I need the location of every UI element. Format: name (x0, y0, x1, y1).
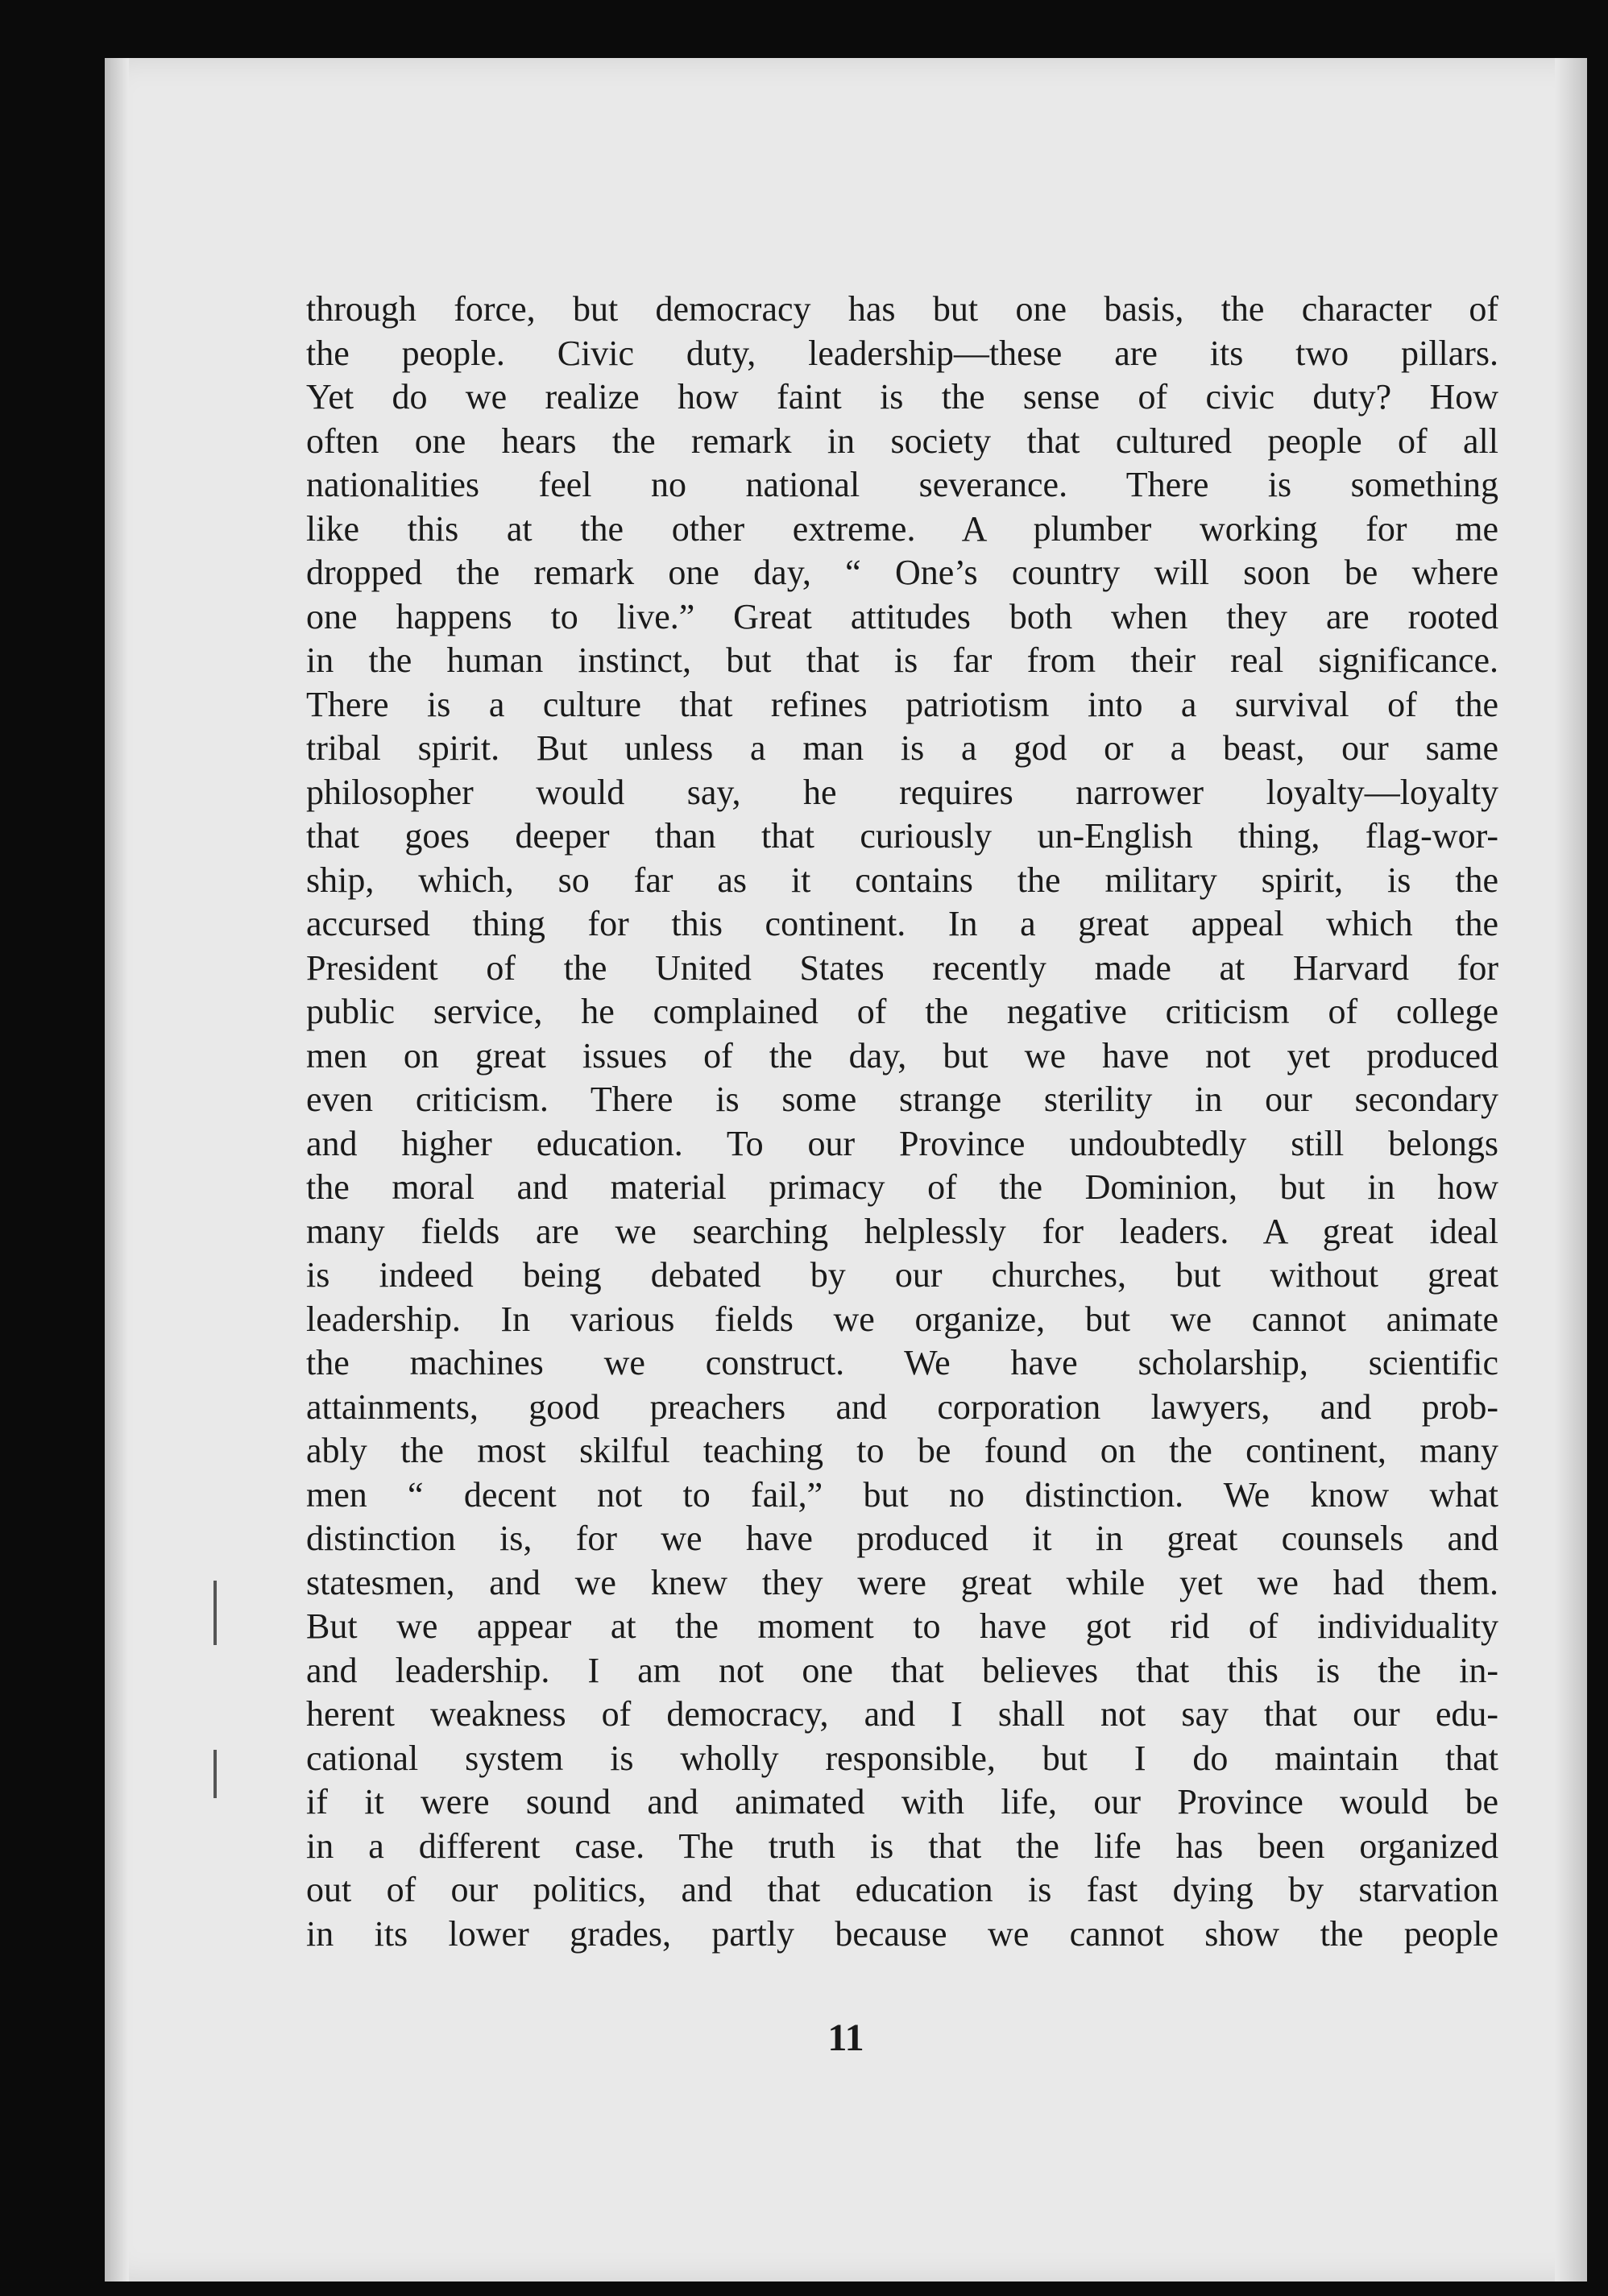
page-number: 11 (827, 2016, 864, 2059)
text-line: tribal spirit. But unless a man is a god or a beast, our same (306, 728, 1498, 768)
text-line: the machines we construct. We have scholarship, scientific (306, 1343, 1498, 1382)
text-line: There is a culture that refines patriotism into a survival of the (306, 684, 1498, 724)
document-page (105, 58, 1587, 2281)
text-line: herent weakness of democracy, and I shall not say that our edu- (306, 1694, 1498, 1734)
text-line: if it were sound and animated with life, our Province would be (306, 1782, 1498, 1821)
text-line: often one hears the remark in society that cultured people of all (306, 421, 1498, 461)
page-right-edge (1555, 58, 1587, 2281)
text-line: one happens to live.” Great attitudes both when they are rooted (306, 596, 1498, 636)
text-line: and leadership. I am not one that believes that this is the in- (306, 1650, 1498, 1690)
text-line: that goes deeper than that curiously un-English thing, flag-wor- (306, 816, 1498, 856)
text-line: in a different case. The truth is that the life has been organized (306, 1826, 1498, 1866)
text-line: even criticism. There is some strange sterility in our secondary (306, 1080, 1498, 1119)
text-line: in its lower grades, partly because we cannot show the people (306, 1913, 1498, 1954)
text-line: leadership. In various fields we organize, but we cannot animate (306, 1299, 1498, 1339)
text-line: ably the most skilful teaching to be found on the continent, many (306, 1431, 1498, 1470)
text-line: is indeed being debated by our churches, but without great (306, 1255, 1498, 1295)
margin-mark (213, 1581, 217, 1645)
text-line: the moral and material primacy of the Dominion, but in how (306, 1167, 1498, 1207)
text-line: many fields are we searching helplessly for leaders. A great ideal (306, 1211, 1498, 1251)
text-line: But we appear at the moment to have got rid of individuality (306, 1606, 1498, 1646)
text-line: philosopher would say, he requires narrower loyalty—loyalty (306, 772, 1498, 812)
body-text (306, 288, 1498, 1956)
text-line: out of our politics, and that education is fast dying by starvation (306, 1870, 1498, 1909)
text-line: in the human instinct, but that is far from their real significance. (306, 640, 1498, 680)
text-line: Yet do we realize how faint is the sense of civic duty? How (306, 377, 1498, 417)
text-line: through force, but democracy has but one basis, the character of (306, 289, 1498, 329)
text-line: and higher education. To our Province undoubtedly still belongs (306, 1123, 1498, 1163)
text-line: the people. Civic duty, leadership—these are its two pillars. (306, 333, 1498, 373)
text-line: dropped the remark one day, “ One’s country will soon be where (306, 553, 1498, 592)
text-line: distinction is, for we have produced it in great counsels and (306, 1519, 1498, 1558)
text-line: ship, which, so far as it contains the military spirit, is the (306, 860, 1498, 900)
text-line: nationalities feel no national severance. There is something (306, 465, 1498, 504)
margin-mark (213, 1750, 217, 1798)
text-line: men on great issues of the day, but we have not yet produced (306, 1035, 1498, 1075)
text-line: cational system is wholly responsible, but I do maintain that (306, 1738, 1498, 1778)
text-line: public service, he complained of the negative criticism of college (306, 992, 1498, 1031)
text-line: statesmen, and we knew they were great while yet we had them. (306, 1562, 1498, 1602)
text-line: like this at the other extreme. A plumber working for me (306, 508, 1498, 549)
page-left-edge (105, 58, 129, 2281)
text-line: President of the United States recently made at Harvard for (306, 947, 1498, 988)
text-line: accursed thing for this continent. In a great appeal which the (306, 904, 1498, 943)
text-line: attainments, good preachers and corporation lawyers, and prob- (306, 1386, 1498, 1427)
text-line: men “ decent not to fail,” but no distinction. We know what (306, 1474, 1498, 1515)
